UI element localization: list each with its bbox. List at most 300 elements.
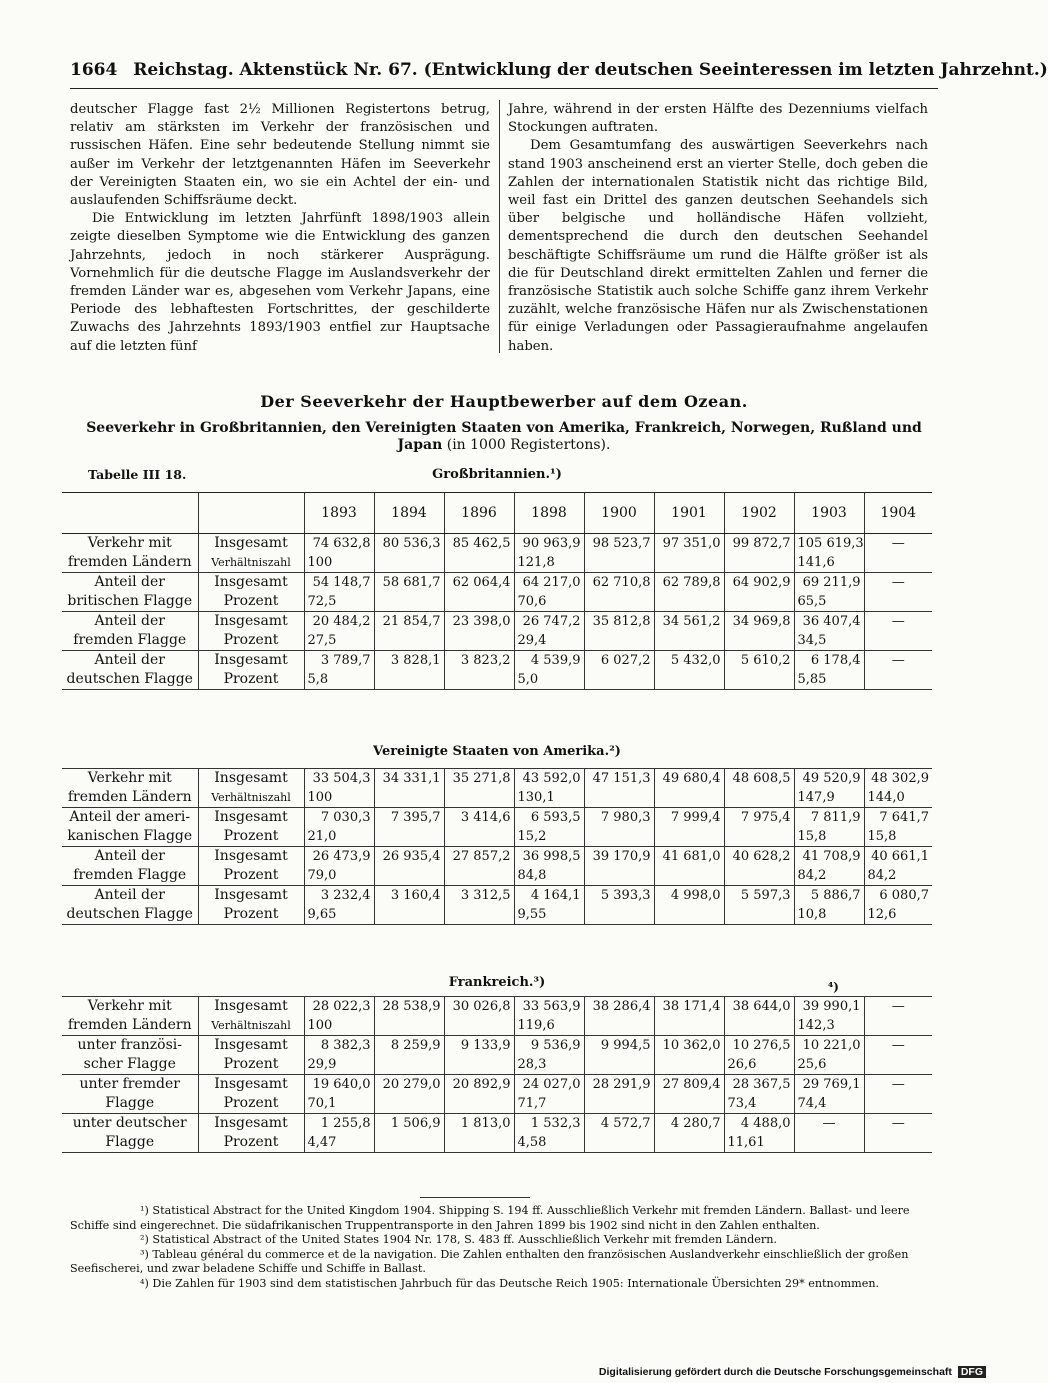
data-cell bbox=[374, 1075, 444, 1114]
data-cell bbox=[514, 651, 584, 690]
row-label-line: scher Flagge bbox=[83, 1056, 176, 1072]
cell-value: 58 681,7 bbox=[382, 575, 441, 590]
cell-subvalue: 10,8 bbox=[797, 907, 827, 922]
row-measure-line: Insgesamt bbox=[214, 535, 288, 551]
row-label-line: unter deutscher bbox=[72, 1115, 187, 1131]
cell-value: 9 133,9 bbox=[460, 1038, 511, 1053]
cell-subvalue bbox=[378, 788, 441, 807]
row-label-line: deutschen Flagge bbox=[66, 906, 193, 922]
row-label-line: Anteil der bbox=[94, 848, 165, 864]
row-label-line: Anteil der bbox=[94, 652, 165, 668]
cell-value: 3 823,2 bbox=[460, 653, 511, 668]
cell-subvalue: 70,6 bbox=[517, 594, 547, 609]
cell-value: — bbox=[891, 536, 905, 551]
cell-subvalue: 11,61 bbox=[727, 1135, 765, 1150]
part-title-gb: Großbritannien.¹) bbox=[432, 467, 562, 482]
data-cell bbox=[304, 769, 374, 808]
cell-value: 5 432,0 bbox=[670, 653, 721, 668]
data-cell bbox=[444, 997, 514, 1036]
data-cell bbox=[864, 573, 932, 612]
cell-subvalue bbox=[448, 1133, 511, 1152]
cell-subvalue: 5,0 bbox=[517, 672, 539, 687]
cell-value: 39 990,1 bbox=[802, 999, 861, 1014]
cell-value: 39 170,9 bbox=[592, 849, 651, 864]
cell-value: 40 628,2 bbox=[732, 849, 791, 864]
cell-subvalue bbox=[588, 827, 651, 846]
footnote-1: ¹) Statistical Abstract for the United Kingdom 1904. Shipping S. 194 ff. Ausschließlich Verkehr mit fremden Ländern. Ballast- und leere Schiffe sind eingerechnet. Die südafrikanischen Truppentransporte in den Jahren 1899 bis 1902 sind nicht in den Zahlen enthalten. bbox=[70, 1204, 910, 1232]
cell-value: 43 592,0 bbox=[522, 771, 581, 786]
data-cell bbox=[444, 612, 514, 651]
cell-subvalue bbox=[868, 670, 930, 689]
cell-value: 48 302,9 bbox=[871, 771, 929, 786]
cell-subvalue bbox=[378, 631, 441, 650]
cell-value: 19 640,0 bbox=[312, 1077, 371, 1092]
cell-value: 69 211,9 bbox=[802, 575, 861, 590]
cell-value: 6 178,4 bbox=[810, 653, 861, 668]
cell-value: 1 532,3 bbox=[530, 1116, 581, 1131]
cell-subvalue bbox=[378, 592, 441, 611]
row-measure-line: Verhältniszahl bbox=[211, 791, 291, 804]
cell-subvalue bbox=[448, 827, 511, 846]
cell-subvalue: 71,7 bbox=[517, 1096, 547, 1111]
cell-subvalue: 130,1 bbox=[517, 790, 555, 805]
cell-value: 98 523,7 bbox=[592, 536, 651, 551]
cell-value: 4 164,1 bbox=[530, 888, 581, 903]
data-cell bbox=[794, 847, 864, 886]
cell-subvalue: 4,58 bbox=[517, 1135, 547, 1150]
cell-value: 74 632,8 bbox=[312, 536, 371, 551]
cell-subvalue: 28,3 bbox=[517, 1057, 547, 1072]
cell-value: 26 473,9 bbox=[312, 849, 371, 864]
data-cell bbox=[584, 1075, 654, 1114]
cell-subvalue bbox=[658, 1094, 721, 1113]
data-cell bbox=[654, 847, 724, 886]
row-label-line: Flagge bbox=[105, 1134, 155, 1150]
credit-text: Digitalisierung gefördert durch die Deutsche Forschungsgemeinschaft bbox=[598, 1366, 952, 1378]
cell-subvalue: 100 bbox=[307, 790, 333, 805]
data-cell bbox=[444, 1036, 514, 1075]
running-title: Reichstag. Aktenstück Nr. 67. (Entwicklung der deutschen Seeinteressen im letzten Jahrzehnt.) bbox=[133, 60, 1048, 80]
cell-subvalue: 34,5 bbox=[797, 633, 827, 648]
cell-subvalue bbox=[658, 553, 721, 572]
data-cell bbox=[794, 651, 864, 690]
data-cell bbox=[584, 612, 654, 651]
cell-subvalue: 79,0 bbox=[307, 868, 337, 883]
cell-subvalue bbox=[588, 1133, 651, 1152]
cell-value: 9 536,9 bbox=[530, 1038, 581, 1053]
cell-subvalue: 15,2 bbox=[517, 829, 547, 844]
dfg-logo: DFG bbox=[958, 1366, 986, 1378]
cell-subvalue bbox=[448, 866, 511, 885]
year-header: 1901 bbox=[654, 493, 724, 534]
data-cell bbox=[654, 997, 724, 1036]
footnote-4-marker: ⁴) bbox=[828, 980, 839, 994]
footnotes bbox=[70, 1204, 938, 1292]
data-cell bbox=[374, 769, 444, 808]
row-label-line: Flagge bbox=[105, 1095, 155, 1111]
cell-value: 30 026,8 bbox=[452, 999, 511, 1014]
data-cell bbox=[374, 997, 444, 1036]
footnote-4: ⁴) Die Zahlen für 1903 sind dem statistischen Jahrbuch für das Deutsche Reich 1905: Internationale Übersichten 29* entnommen. bbox=[140, 1276, 880, 1290]
cell-value: 27 857,2 bbox=[452, 849, 511, 864]
cell-value: 41 681,0 bbox=[662, 849, 721, 864]
year-header: 1894 bbox=[374, 493, 444, 534]
data-cell bbox=[374, 808, 444, 847]
data-cell bbox=[584, 769, 654, 808]
cell-subvalue: 72,5 bbox=[307, 594, 337, 609]
data-cell bbox=[584, 997, 654, 1036]
cell-subvalue bbox=[378, 905, 441, 924]
cell-value: 27 809,4 bbox=[662, 1077, 721, 1092]
row-label-line: deutschen Flagge bbox=[66, 671, 193, 687]
data-cell bbox=[654, 612, 724, 651]
cell-value: 3 160,4 bbox=[390, 888, 441, 903]
cell-subvalue bbox=[448, 1016, 511, 1035]
row-measure bbox=[198, 651, 304, 690]
cell-value: 28 538,9 bbox=[382, 999, 441, 1014]
data-cell bbox=[584, 1036, 654, 1075]
cell-value: 7 975,4 bbox=[740, 810, 791, 825]
data-cell bbox=[374, 1114, 444, 1153]
header-blank-cell bbox=[62, 493, 198, 534]
row-label-line: fremden Ländern bbox=[67, 789, 192, 805]
cell-value: 36 998,5 bbox=[522, 849, 581, 864]
cell-value: 4 539,9 bbox=[530, 653, 581, 668]
cell-subvalue bbox=[868, 553, 930, 572]
data-cell bbox=[724, 1036, 794, 1075]
row-measure bbox=[198, 1114, 304, 1153]
row-measure-line: Insgesamt bbox=[214, 1037, 288, 1053]
row-measure-line: Prozent bbox=[223, 593, 279, 609]
cell-value: 90 963,9 bbox=[522, 536, 581, 551]
data-cell bbox=[864, 1036, 932, 1075]
cell-subvalue: 4,47 bbox=[307, 1135, 337, 1150]
data-cell bbox=[724, 886, 794, 925]
cell-subvalue bbox=[588, 905, 651, 924]
cell-value: — bbox=[822, 1116, 836, 1131]
row-label bbox=[62, 808, 198, 847]
data-cell bbox=[514, 997, 584, 1036]
data-cell bbox=[794, 1036, 864, 1075]
cell-subvalue: 100 bbox=[307, 1018, 333, 1033]
cell-subvalue bbox=[868, 1133, 930, 1152]
cell-value: 38 644,0 bbox=[732, 999, 791, 1014]
row-measure-line: Insgesamt bbox=[214, 770, 288, 786]
row-label bbox=[62, 1075, 198, 1114]
cell-subvalue bbox=[378, 1094, 441, 1113]
cell-subvalue bbox=[658, 827, 721, 846]
data-cell bbox=[794, 769, 864, 808]
data-cell bbox=[864, 1075, 932, 1114]
data-cell bbox=[724, 1075, 794, 1114]
data-cell bbox=[374, 886, 444, 925]
row-measure bbox=[198, 1036, 304, 1075]
cell-value: 28 022,3 bbox=[312, 999, 371, 1014]
table-row bbox=[62, 651, 932, 690]
cell-value: 33 504,3 bbox=[312, 771, 371, 786]
data-cell bbox=[514, 808, 584, 847]
cell-subvalue bbox=[728, 553, 791, 572]
cell-subvalue bbox=[588, 670, 651, 689]
cell-subvalue bbox=[378, 553, 441, 572]
right-paragraph-2: Dem Gesamtumfang des auswärtigen Seeverkehrs nach stand 1903 anscheinend erst an vierter Stelle, doch geben die Zahlen der internationalen Statistik nicht das richtige Bild, weil fast ein Drittel des ganzen deutschen Seehandels sich über belgische und holländische Häfen vollzieht, dementsprechend die durch den deutschen Seehandel beschäftigte Schiffsräume um rund die Hälfte größer ist als die für Deutschland direkt ermittelten Zahlen und ferner die französische Statistik auch solche Schiffe ganz ihrem Verkehr zuzählt, welche französische Häfen nur als Zwischenstationen für einige Verladungen oder Passagieraufnahme angelaufen haben. bbox=[508, 138, 928, 354]
cell-subvalue: 65,5 bbox=[797, 594, 827, 609]
cell-value: 28 291,9 bbox=[592, 1077, 651, 1092]
cell-value: 6 593,5 bbox=[530, 810, 581, 825]
cell-subvalue bbox=[588, 1016, 651, 1035]
row-label-line: Anteil der bbox=[94, 574, 165, 590]
cell-subvalue bbox=[728, 631, 791, 650]
cell-value: 3 789,7 bbox=[320, 653, 371, 668]
data-cell bbox=[514, 886, 584, 925]
cell-value: 7 980,3 bbox=[600, 810, 651, 825]
cell-subvalue bbox=[378, 827, 441, 846]
footnote-2: ²) Statistical Abstract of the United States 1904 Nr. 178, S. 483 ff. Ausschließlich Verkehr mit fremden Ländern. bbox=[140, 1233, 777, 1247]
cell-value: 20 279,0 bbox=[382, 1077, 441, 1092]
data-cell bbox=[654, 1114, 724, 1153]
cell-subvalue bbox=[868, 1055, 930, 1074]
cell-subvalue bbox=[658, 866, 721, 885]
cell-subvalue bbox=[728, 788, 791, 807]
row-label-line: Verkehr mit bbox=[87, 535, 172, 551]
cell-value: 20 484,2 bbox=[312, 614, 371, 629]
cell-subvalue bbox=[448, 905, 511, 924]
row-measure bbox=[198, 1075, 304, 1114]
data-cell bbox=[864, 534, 932, 573]
cell-subvalue: 27,5 bbox=[307, 633, 337, 648]
data-cell bbox=[724, 573, 794, 612]
cell-value: 41 708,9 bbox=[802, 849, 861, 864]
cell-subvalue bbox=[658, 631, 721, 650]
cell-subvalue bbox=[588, 553, 651, 572]
row-label bbox=[62, 997, 198, 1036]
row-measure-line: Prozent bbox=[223, 867, 279, 883]
row-label bbox=[62, 847, 198, 886]
data-cell bbox=[304, 1114, 374, 1153]
cell-value: 24 027,0 bbox=[522, 1077, 581, 1092]
row-label-line: unter französi- bbox=[77, 1037, 183, 1053]
cell-subvalue: 25,6 bbox=[797, 1057, 827, 1072]
cell-value: 40 661,1 bbox=[871, 849, 929, 864]
data-cell bbox=[584, 886, 654, 925]
cell-value: 3 312,5 bbox=[460, 888, 511, 903]
cell-value: 8 259,9 bbox=[390, 1038, 441, 1053]
data-cell bbox=[794, 612, 864, 651]
cell-value: 5 886,7 bbox=[810, 888, 861, 903]
cell-value: 26 747,2 bbox=[522, 614, 581, 629]
cell-subvalue: 29,9 bbox=[307, 1057, 337, 1072]
right-paragraph-1: Jahre, während in der ersten Hälfte des Dezenniums vielfach Stockungen auftraten. bbox=[508, 102, 928, 136]
cell-subvalue bbox=[728, 592, 791, 611]
left-paragraph-2: Die Entwicklung im letzten Jahrfünft 1898/1903 allein zeigte dieselben Symptome wie die Entwicklung des ganzen Jahrzehnts, jedoch in noch stärkerer Ausprägung. Vornehmlich für die deutsche Flagge im Auslandsverkehr der fremden Länder war es, abgesehen vom Verkehr Japans, eine Periode des lebhaftesten Fortschrittes, der geschilderte Zuwachs des Jahrzehnts 1893/1903 entfiel zur Hauptsache auf die letzten fünf bbox=[70, 211, 490, 354]
cell-value: 6 027,2 bbox=[600, 653, 651, 668]
cell-subvalue bbox=[588, 1094, 651, 1113]
year-header: 1904 bbox=[864, 493, 932, 534]
table-row bbox=[62, 769, 932, 808]
data-cell bbox=[304, 534, 374, 573]
cell-subvalue: 142,3 bbox=[797, 1018, 835, 1033]
header-blank-cell bbox=[198, 493, 304, 534]
data-cell bbox=[654, 534, 724, 573]
data-cell bbox=[724, 997, 794, 1036]
cell-value: — bbox=[891, 575, 905, 590]
row-label-line: Verkehr mit bbox=[87, 770, 172, 786]
cell-subvalue bbox=[868, 631, 930, 650]
cell-value: 97 351,0 bbox=[662, 536, 721, 551]
footnote-rule bbox=[420, 1197, 530, 1198]
table-label: Tabelle III 18. bbox=[88, 467, 187, 482]
cell-value: 7 999,4 bbox=[670, 810, 721, 825]
cell-subvalue bbox=[378, 1055, 441, 1074]
data-cell bbox=[864, 808, 932, 847]
cell-value: 4 488,0 bbox=[740, 1116, 791, 1131]
row-measure-line: Insgesamt bbox=[214, 652, 288, 668]
data-cell bbox=[444, 1075, 514, 1114]
cell-subvalue: 74,4 bbox=[797, 1096, 827, 1111]
right-column bbox=[508, 101, 928, 356]
part-title-france: Frankreich.³) bbox=[448, 975, 546, 990]
data-cell bbox=[724, 769, 794, 808]
row-measure-line: Verhältniszahl bbox=[211, 556, 291, 569]
row-label-line: fremden Ländern bbox=[67, 1017, 192, 1033]
footnote-3: ³) Tableau général du commerce et de la navigation. Die Zahlen enthalten den französischen Auslandverkehr einschließlich der großen Seefischerei, und zwar beladene Schiffe und Schiffe in Ballast. bbox=[70, 1247, 909, 1276]
page-number: 1664 bbox=[70, 60, 118, 80]
table-row bbox=[62, 847, 932, 886]
cell-subvalue bbox=[658, 1016, 721, 1035]
row-measure bbox=[198, 997, 304, 1036]
table-row bbox=[62, 1114, 932, 1153]
row-measure bbox=[198, 886, 304, 925]
row-measure-line: Prozent bbox=[223, 1134, 279, 1150]
row-label-line: unter fremder bbox=[79, 1076, 180, 1092]
data-cell bbox=[514, 769, 584, 808]
table-row bbox=[62, 534, 932, 573]
cell-value: 5 597,3 bbox=[740, 888, 791, 903]
data-cell bbox=[584, 808, 654, 847]
row-label-line: Verkehr mit bbox=[87, 998, 172, 1014]
cell-subvalue bbox=[868, 1016, 930, 1035]
row-label bbox=[62, 1036, 198, 1075]
cell-subvalue bbox=[658, 670, 721, 689]
row-label-line: kanischen Flagge bbox=[67, 828, 193, 844]
cell-value: 4 998,0 bbox=[670, 888, 721, 903]
cell-value: 1 255,8 bbox=[320, 1116, 371, 1131]
row-measure-line: Verhältniszahl bbox=[211, 1019, 291, 1032]
data-cell bbox=[794, 997, 864, 1036]
cell-subvalue: 141,6 bbox=[797, 555, 835, 570]
data-cell bbox=[304, 1036, 374, 1075]
dfg-credit bbox=[599, 1366, 986, 1378]
cell-subvalue: 84,2 bbox=[797, 868, 827, 883]
cell-value: 34 331,1 bbox=[382, 771, 441, 786]
data-cell bbox=[304, 651, 374, 690]
data-cell bbox=[374, 1036, 444, 1075]
cell-value: 20 892,9 bbox=[452, 1077, 511, 1092]
cell-value: 62 710,8 bbox=[592, 575, 651, 590]
cell-subvalue: 29,4 bbox=[517, 633, 547, 648]
data-cell bbox=[794, 534, 864, 573]
cell-subvalue bbox=[448, 631, 511, 650]
cell-subvalue bbox=[448, 670, 511, 689]
cell-value: 26 935,4 bbox=[382, 849, 441, 864]
data-cell bbox=[584, 651, 654, 690]
data-cell bbox=[654, 1036, 724, 1075]
cell-value: 48 608,5 bbox=[732, 771, 791, 786]
cell-subvalue: 144,0 bbox=[867, 790, 905, 805]
cell-subvalue bbox=[378, 670, 441, 689]
cell-value: 5 393,3 bbox=[600, 888, 651, 903]
data-cell bbox=[374, 573, 444, 612]
data-cell bbox=[864, 997, 932, 1036]
data-cell bbox=[514, 1036, 584, 1075]
row-label bbox=[62, 1114, 198, 1153]
data-cell bbox=[794, 808, 864, 847]
cell-value: 49 520,9 bbox=[802, 771, 861, 786]
cell-subvalue bbox=[658, 788, 721, 807]
cell-value: 99 872,7 bbox=[732, 536, 791, 551]
data-cell bbox=[724, 651, 794, 690]
row-label-line: Anteil der bbox=[94, 613, 165, 629]
row-label bbox=[62, 769, 198, 808]
data-cell bbox=[654, 573, 724, 612]
row-measure bbox=[198, 612, 304, 651]
cell-value: 80 536,3 bbox=[382, 536, 441, 551]
cell-value: 64 902,9 bbox=[732, 575, 791, 590]
row-label bbox=[62, 886, 198, 925]
year-header: 1898 bbox=[514, 493, 584, 534]
cell-value: 62 789,8 bbox=[662, 575, 721, 590]
cell-subvalue bbox=[378, 1133, 441, 1152]
cell-subvalue bbox=[378, 866, 441, 885]
cell-subvalue bbox=[868, 1094, 930, 1113]
cell-subvalue bbox=[868, 592, 930, 611]
row-measure bbox=[198, 769, 304, 808]
year-header: 1900 bbox=[584, 493, 654, 534]
cell-subvalue bbox=[448, 553, 511, 572]
data-cell bbox=[724, 534, 794, 573]
table-row bbox=[62, 1075, 932, 1114]
cell-subvalue bbox=[658, 592, 721, 611]
row-label-line: Anteil der bbox=[94, 887, 165, 903]
cell-subvalue: 119,6 bbox=[517, 1018, 555, 1033]
cell-subvalue bbox=[588, 592, 651, 611]
row-measure-line: Insgesamt bbox=[214, 574, 288, 590]
data-cell bbox=[724, 612, 794, 651]
cell-value: 38 171,4 bbox=[662, 999, 721, 1014]
cell-value: 33 563,9 bbox=[522, 999, 581, 1014]
cell-subvalue bbox=[658, 1133, 721, 1152]
header-rule bbox=[70, 88, 938, 89]
row-measure-line: Prozent bbox=[223, 1095, 279, 1111]
cell-value: 10 362,0 bbox=[662, 1038, 721, 1053]
cell-value: 54 148,7 bbox=[312, 575, 371, 590]
row-label-line: fremden Flagge bbox=[73, 632, 187, 648]
cell-value: — bbox=[891, 614, 905, 629]
cell-value: 9 994,5 bbox=[600, 1038, 651, 1053]
left-column bbox=[70, 101, 490, 356]
cell-subvalue bbox=[588, 1055, 651, 1074]
row-measure-line: Insgesamt bbox=[214, 1076, 288, 1092]
cell-value: 4 572,7 bbox=[600, 1116, 651, 1131]
left-paragraph-1: deutscher Flagge fast 2½ Millionen Registertons betrug, relativ am stärksten im Verkehr der französischen und russischen Häfen. Eine sehr bedeutende Stellung nimmt sie außer im Verkehr der letztgenannten Häfen im Seeverkehr der Vereinigten Staaten ein, wo sie ein Achtel der ein- und auslaufenden Schiffsräume deckt. bbox=[70, 102, 490, 209]
data-cell bbox=[584, 573, 654, 612]
table-row bbox=[62, 612, 932, 651]
cell-value: 1 813,0 bbox=[460, 1116, 511, 1131]
cell-subvalue bbox=[588, 631, 651, 650]
data-cell bbox=[444, 534, 514, 573]
data-cell bbox=[654, 769, 724, 808]
cell-subvalue: 15,8 bbox=[797, 829, 827, 844]
